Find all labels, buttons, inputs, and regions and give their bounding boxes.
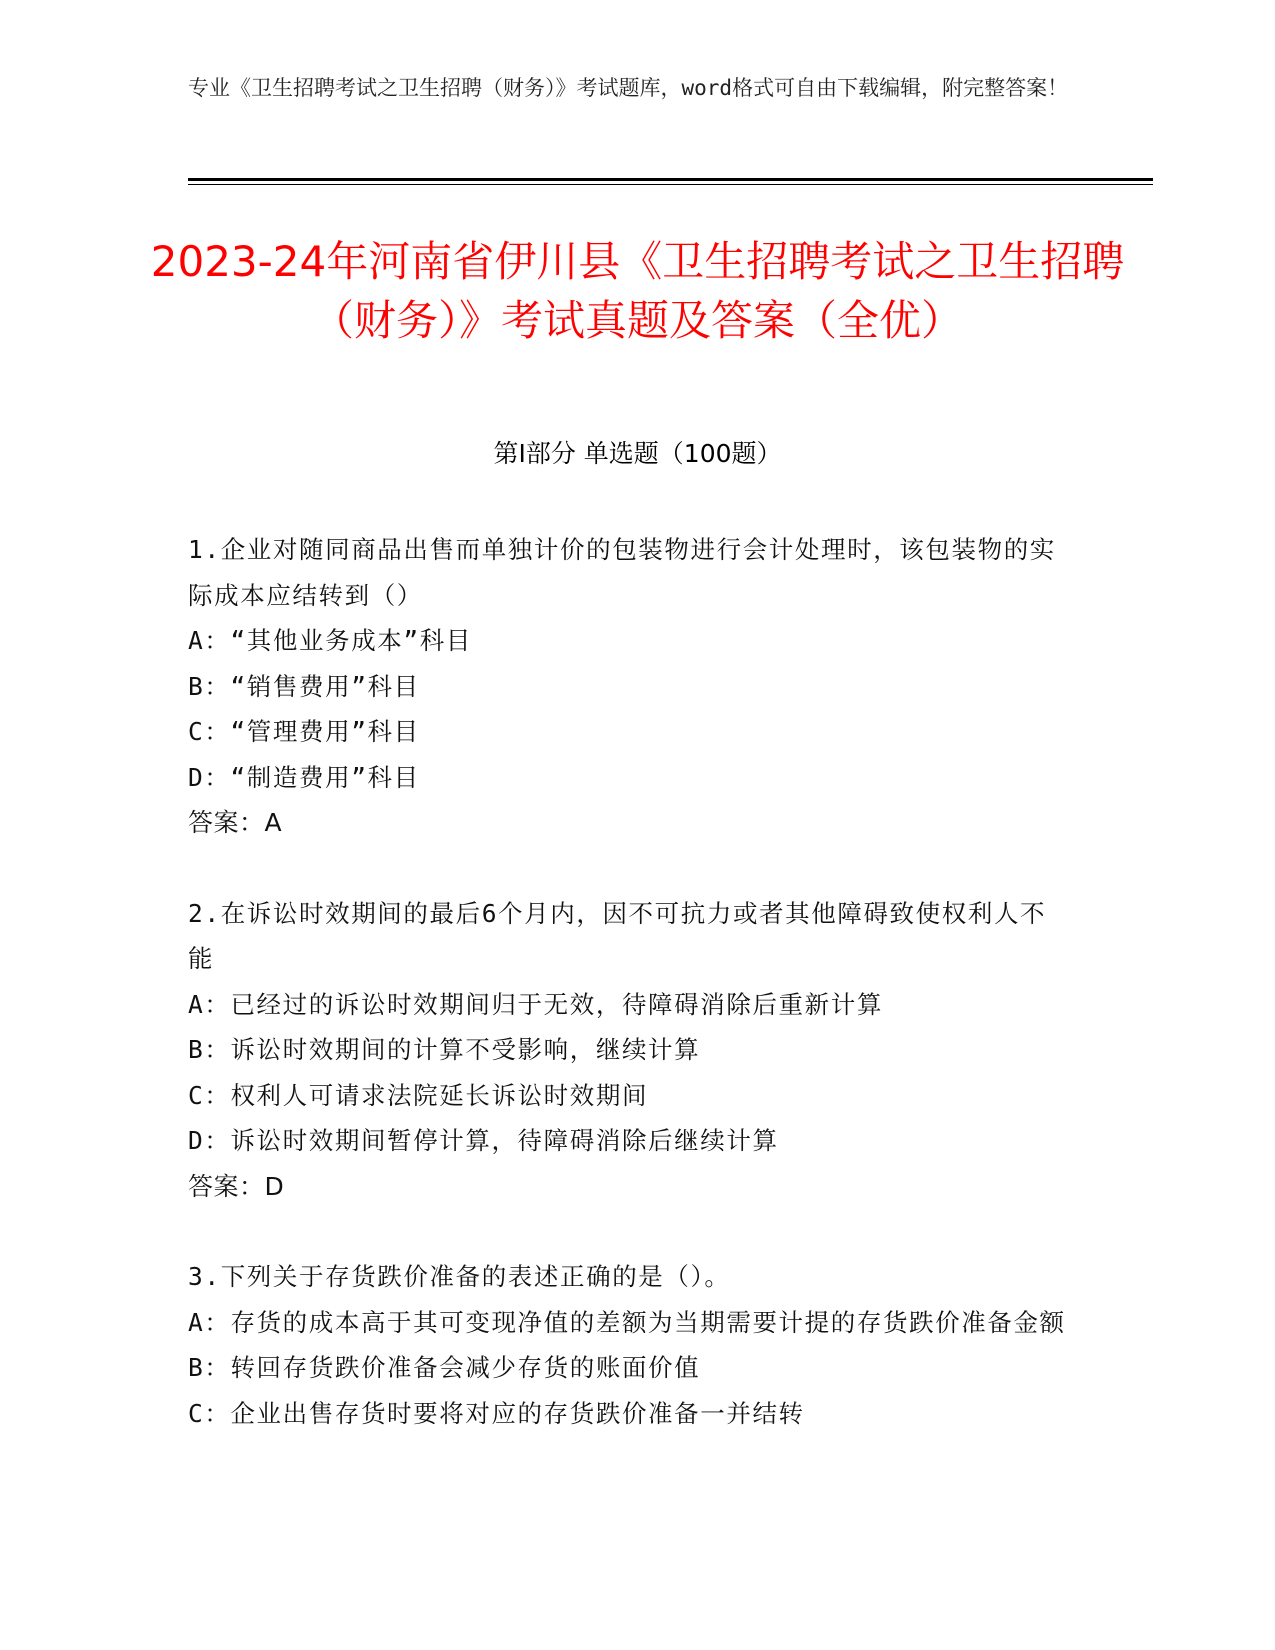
option-b: B：转回存货跌价准备会减少存货的账面价值 bbox=[188, 1353, 701, 1382]
answer-line: 答案：D bbox=[188, 1171, 285, 1201]
question-stem: 3.下列关于存货跌价准备的表述正确的是（）。 bbox=[188, 1262, 731, 1291]
question-list bbox=[188, 527, 1068, 1481]
option-b: B：“销售费用”科目 bbox=[188, 671, 420, 701]
option-c: C：“管理费用”科目 bbox=[188, 717, 420, 746]
question-stem: 2.在诉讼时效期间的最后6个月内，因不可抗力或者其他障碍致使权利人不能 bbox=[188, 898, 1047, 973]
header-divider-thin bbox=[188, 184, 1153, 185]
question-item bbox=[188, 891, 1068, 1210]
header-note: 专业《卫生招聘考试之卫生招聘（财务）》考试题库，word格式可自由下载编辑，附完整答案！ bbox=[188, 76, 1069, 100]
question-stem: 1.企业对随同商品出售而单独计价的包装物进行会计处理时，该包装物的实际成本应结转到（） bbox=[188, 535, 1056, 610]
option-a: A：已经过的诉讼时效期间归于无效，待障碍消除后重新计算 bbox=[188, 989, 883, 1019]
header-divider-thick bbox=[188, 178, 1153, 181]
option-d: D：“制造费用”科目 bbox=[188, 762, 420, 792]
document-title: 2023-24年河南省伊川县《卫生招聘考试之卫生招聘（财务）》考试真题及答案（全优） bbox=[150, 237, 1125, 345]
option-c: C：权利人可请求法院延长诉讼时效期间 bbox=[188, 1080, 649, 1110]
option-b: B：诉讼时效期间的计算不受影响，继续计算 bbox=[188, 1035, 701, 1064]
option-c: C：企业出售存货时要将对应的存货跌价准备一并结转 bbox=[188, 1398, 805, 1428]
option-a: A：存货的成本高于其可变现净值的差额为当期需要计提的存货跌价准备金额 bbox=[188, 1307, 1066, 1337]
answer-line: 答案：A bbox=[188, 808, 283, 837]
question-item bbox=[188, 527, 1068, 846]
option-d: D：诉讼时效期间暂停计算，待障碍消除后继续计算 bbox=[188, 1126, 779, 1155]
section-heading: 第Ⅰ部分 单选题（100题） bbox=[493, 439, 782, 468]
question-item bbox=[188, 1254, 1068, 1436]
option-a: A：“其他业务成本”科目 bbox=[188, 626, 472, 655]
